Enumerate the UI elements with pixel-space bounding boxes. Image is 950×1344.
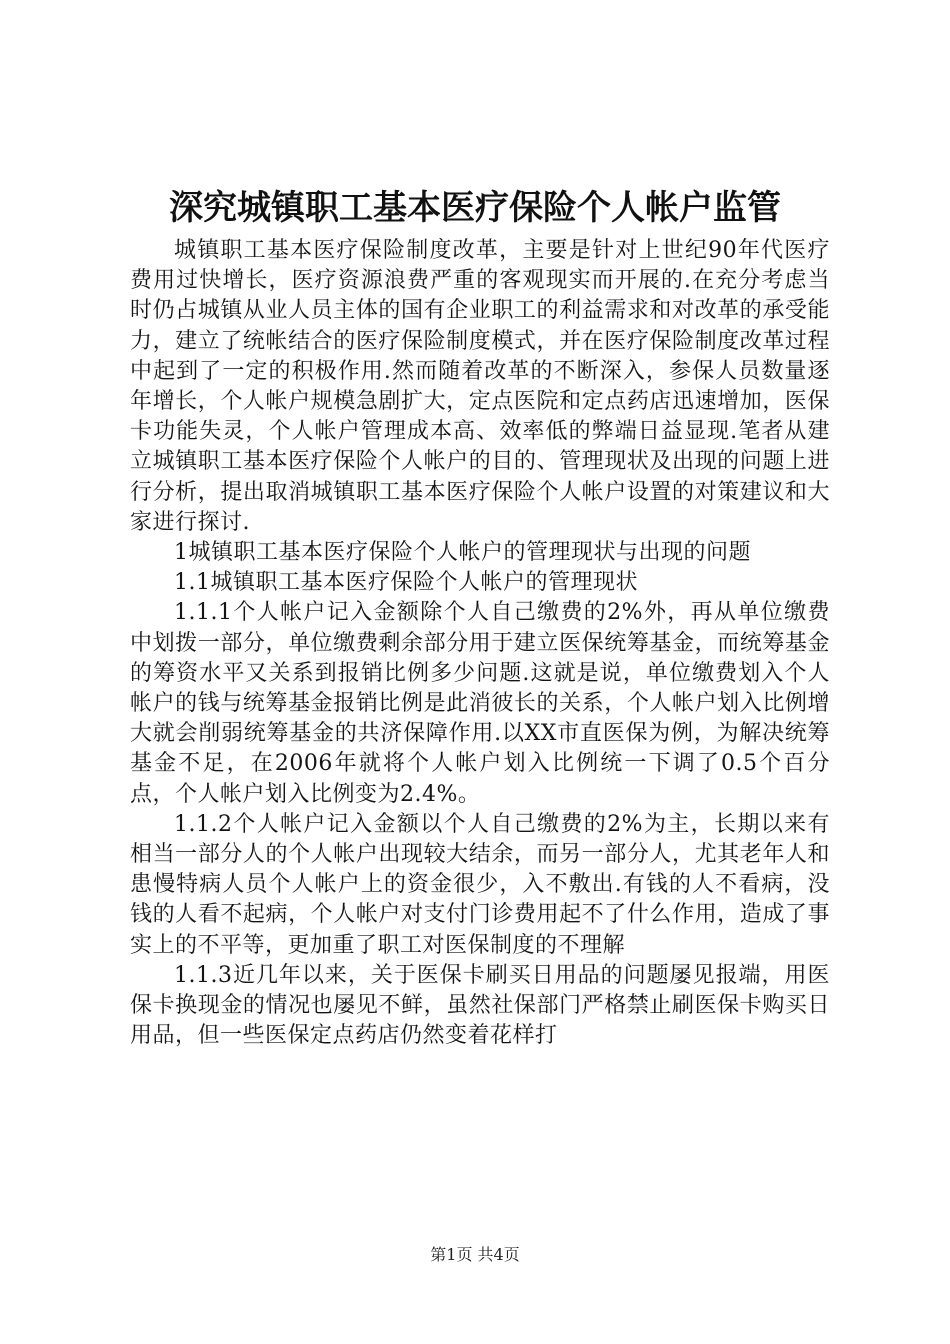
paragraph-intro: 城镇职工基本医疗保险制度改革，主要是针对上世纪90年代医疗费用过快增长，医疗资源浪费严重的客观现实而开展的.在充分考虑当时仍占城镇从业人员主体的国有企业职工的利益需求和对改革的承受能力，建立了统帐结合的医疗保险制度模式，并在医疗保险制度改革过程中起到了一定的积极作用.然而随着改革的不断深入，参保人员数量逐年增长，个人帐户规模急剧扩大，定点医院和定点药店迅速增加，医保卡功能失灵，个人帐户管理成本高、效率低的弊端日益显现.笔者从建立城镇职工基本医疗保险个人帐户的目的、管理现状及出现的问题上进行分析，提出取消城镇职工基本医疗保险个人帐户设置的对策建议和大家进行探讨. [130, 238, 830, 535]
paragraph-1-1-1: 1.1.1个人帐户记入金额除个人自己缴费的2%外，再从单位缴费中划拨一部分，单位缴费剩余部分用于建立医保统筹基金，而统筹基金的筹资水平又关系到报销比例多少问题.这就是说，单位缴费划入个人帐户的钱与统筹基金报销比例是此消彼长的关系，个人帐户划入比例增大就会削弱统筹基金的共济保障作用.以XX市直医保为例，为解决统筹基金不足，在2006年就将个人帐户划入比例统一下调了0.5个百分点，个人帐户划入比例变为2.4%。 [130, 600, 830, 807]
paragraph-1-1-2: 1.1.2个人帐户记入金额以个人自己缴费的2%为主，长期以来有相当一部分人的个人帐户出现较大结余，而另一部分人，尤其老年人和患慢特病人员个人帐户上的资金很少，入不敷出.有钱的人不看病，没钱的人看不起病，个人帐户对支付门诊费用起不了什么作用，造成了事实上的不平等，更加重了职工对医保制度的不理解 [130, 811, 830, 958]
paragraph-1-1-3: 1.1.3近几年以来，关于医保卡刷买日用品的问题屡见报端，用医保卡换现金的情况也屡见不鲜，虽然社保部门严格禁止刷医保卡购买日用品，但一些医保定点药店仍然变着花样打 [130, 962, 830, 1049]
document-title: 深究城镇职工基本医疗保险个人帐户监管 [169, 188, 781, 228]
page-footer: 第1页 共4页 [430, 1245, 520, 1264]
document-body [130, 236, 830, 1051]
section-heading-1-1: 1.1城镇职工基本医疗保险个人帐户的管理现状 [174, 570, 638, 596]
section-heading-1: 1城镇职工基本医疗保险个人帐户的管理现状与出现的问题 [174, 540, 751, 566]
